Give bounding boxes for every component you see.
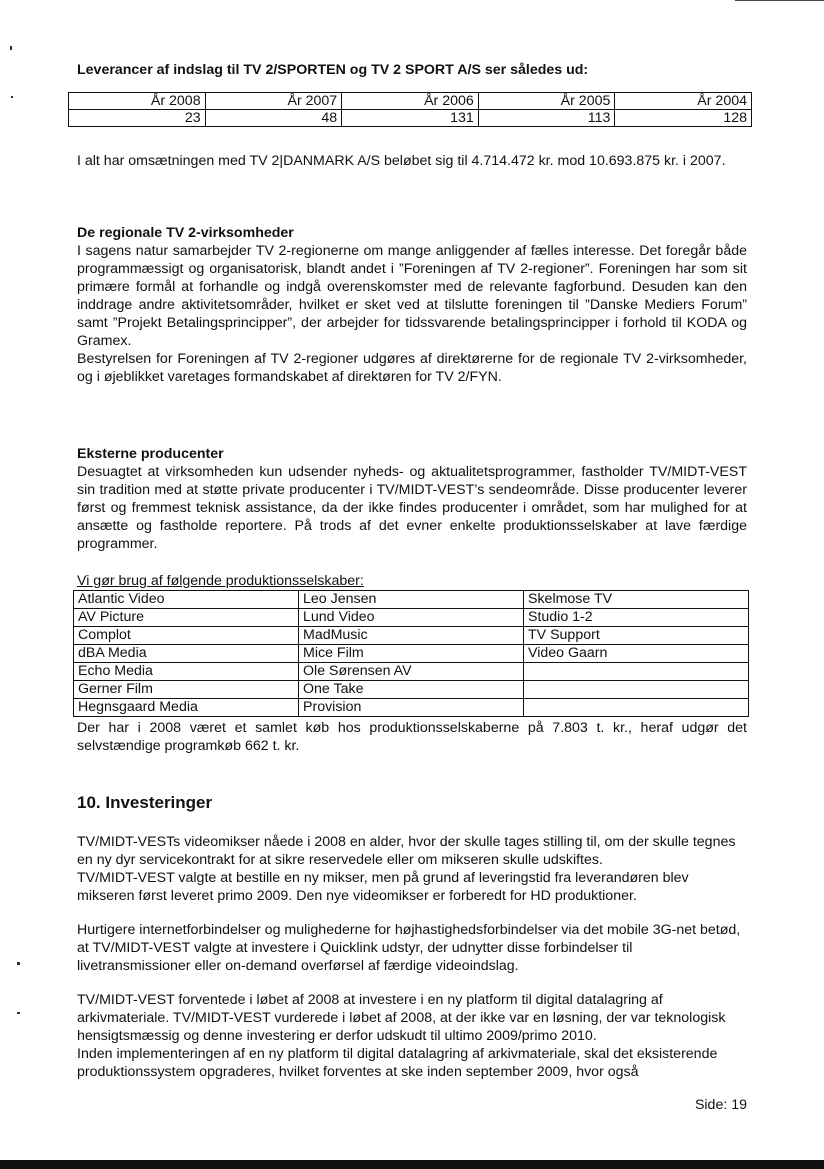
table-row bbox=[74, 663, 749, 681]
table-row bbox=[69, 110, 752, 127]
producers-table bbox=[73, 590, 749, 717]
table-row bbox=[74, 645, 749, 663]
leverancer-heading: Leverancer af indslag til TV 2/SPORTEN og TV 2 SPORT A/S ser således ud: bbox=[77, 62, 589, 78]
table-row bbox=[69, 93, 752, 110]
table-row bbox=[74, 699, 749, 717]
regionale-paragraph-1: I sagens natur samarbejder TV 2-regionerne om mange anliggender af fælles interesse. Det foregår både programmæssigt og organisatorisk, blandt andet i ”Foreningen af TV 2-regioner”. Foreningen har som sit primære formål at forhandle og indgå overenskomster med de relevante fagforbund. Desuden kan den inddrage andre aktivitetsområder, hvilket er sket ved at tilslutte foreningen til ”Danske Mediers Forum” samt ”Projekt Betalingsprincipper”, der arbejder for tidssvarende betalingsprincipper i forhold til KODA og Gramex. bbox=[77, 243, 747, 349]
producer-cell: Gerner Film bbox=[74, 681, 299, 699]
producer-cell bbox=[524, 699, 749, 717]
table-row bbox=[74, 591, 749, 609]
omsaetning-paragraph: I alt har omsætningen med TV 2|DANMARK A/S beløbet sig til 4.714.472 kr. mod 10.693.875 kr. i 2007. bbox=[77, 153, 726, 169]
year-value: 23 bbox=[69, 110, 206, 127]
producer-cell: One Take bbox=[299, 681, 524, 699]
eksterne-paragraph-2: Der har i 2008 været et samlet køb hos produktionsselskaberne på 7.803 t. kr., heraf udgør det selvstændige programkøb 662 t. kr. bbox=[77, 720, 747, 754]
investeringer-paragraph-3b: Inden implementeringen af en ny platform til digital datalagring af arkivmateriale, skal det eksisterende produktionssystem opgraderes, hvilket forventes at ske inden september 2009, hvor også bbox=[77, 1046, 718, 1080]
producer-cell bbox=[524, 681, 749, 699]
year-value: 113 bbox=[478, 110, 615, 127]
investeringer-paragraph-1a: TV/MIDT-VESTs videomikser nåede i 2008 en alder, hvor der skulle tages stilling til, om der skulle tegnes en ny dyr servicekontrakt for at sikre reservedele eller om mikseren skulle udskiftes. bbox=[77, 834, 736, 868]
producer-cell: Studio 1-2 bbox=[524, 609, 749, 627]
table-row bbox=[74, 609, 749, 627]
investeringer-paragraph-2: Hurtigere internetforbindelser og mulighederne for højhastighedsforbindelser via det mobile 3G-net betød, at TV/MIDT-VEST valgte at investere i Quicklink udstyr, der udnytter disse forbindelser til livetransmissioner eller on-demand overførsel af færdige videoindslag. bbox=[77, 922, 741, 974]
producer-cell: dBA Media bbox=[74, 645, 299, 663]
producer-cell: Hegnsgaard Media bbox=[74, 699, 299, 717]
producer-cell: Atlantic Video bbox=[74, 591, 299, 609]
year-header: År 2006 bbox=[342, 93, 479, 110]
scan-speck bbox=[11, 96, 13, 98]
year-value: 48 bbox=[205, 110, 342, 127]
year-header: År 2005 bbox=[478, 93, 615, 110]
producer-cell: TV Support bbox=[524, 627, 749, 645]
producer-cell: Ole Sørensen AV bbox=[299, 663, 524, 681]
producer-cell: Echo Media bbox=[74, 663, 299, 681]
producer-cell: Complot bbox=[74, 627, 299, 645]
investeringer-paragraph-1b: TV/MIDT-VEST valgte at bestille en ny mikser, men på grund af leveringstid fra leverandøren blev mikseren først leveret primo 2009. Den nye videomikser er forberedt for HD produktioner. bbox=[77, 870, 689, 904]
page-number: Side: 19 bbox=[694, 1097, 747, 1113]
table-intro-text: Vi gør brug af følgende produktionsselskaber: bbox=[77, 573, 364, 589]
table-intro bbox=[77, 572, 747, 590]
eksterne-paragraph-1: Desuagtet at virksomheden kun udsender nyheds- og aktualitetsprogrammer, fastholder TV/MIDT-VEST sin tradition med at støtte private producenter i TV/MIDT-VEST’s sendeområde. Disse producenter leverer først og fremmest teknisk assistance, da der ikke findes producenter i området, som har mulighed for at ansætte og fastholde reportere. På trods af det evner enkelte produktionsselskaber at lave færdige programmer. bbox=[77, 464, 747, 552]
producer-cell: AV Picture bbox=[74, 609, 299, 627]
year-header: År 2007 bbox=[205, 93, 342, 110]
year-value: 128 bbox=[615, 110, 752, 127]
investeringer-paragraph-3a: TV/MIDT-VEST forventede i løbet af 2008 at investere i en ny platform til digital datalagring af arkivmateriale. TV/MIDT-VEST vurderede i løbet af 2008, at der ikke var en løsning, der var teknologisk hensigtsmæssig og denne investering er derfor udskudt til ultimo 2009/primo 2010. bbox=[77, 992, 726, 1044]
regionale-paragraph-2: Bestyrelsen for Foreningen af TV 2-regioner udgøres af direktørerne for de regionale TV 2-virksomheder, og i øjeblikket varetages formandskabet af direktøren for TV 2/FYN. bbox=[77, 351, 747, 385]
producer-cell: Lund Video bbox=[299, 609, 524, 627]
producer-cell: Video Gaarn bbox=[524, 645, 749, 663]
scan-top-line bbox=[735, 0, 824, 1]
eksterne-heading: Eksterne producenter bbox=[77, 446, 224, 462]
producer-cell: Skelmose TV bbox=[524, 591, 749, 609]
leverancer-table bbox=[68, 92, 752, 127]
scan-speck bbox=[10, 46, 12, 50]
table-row bbox=[74, 681, 749, 699]
scan-speck bbox=[17, 962, 20, 965]
scan-bottom-bar bbox=[0, 1160, 824, 1169]
year-header: År 2004 bbox=[615, 93, 752, 110]
year-header: År 2008 bbox=[69, 93, 206, 110]
producer-cell: Mice Film bbox=[299, 645, 524, 663]
investeringer-heading: 10. Investeringer bbox=[77, 793, 213, 812]
year-value: 131 bbox=[342, 110, 479, 127]
producer-cell: MadMusic bbox=[299, 627, 524, 645]
producer-cell bbox=[524, 663, 749, 681]
producer-cell: Leo Jensen bbox=[299, 591, 524, 609]
table-row bbox=[74, 627, 749, 645]
producer-cell: Provision bbox=[299, 699, 524, 717]
regionale-heading: De regionale TV 2-virksomheder bbox=[77, 225, 294, 241]
scan-speck bbox=[17, 1012, 20, 1014]
